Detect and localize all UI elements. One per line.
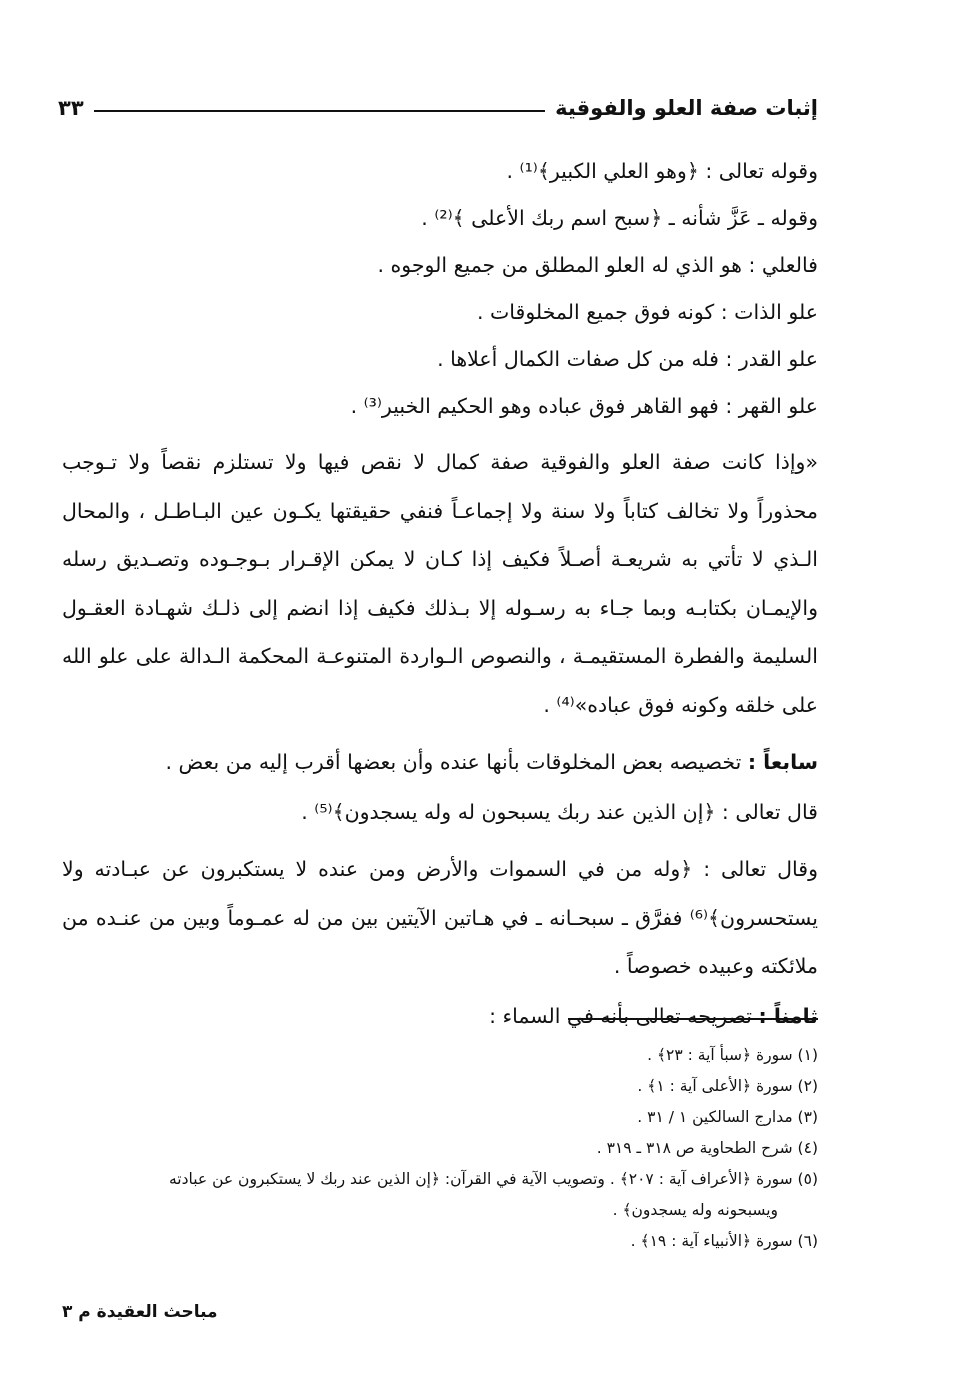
text-line: على خلقه وكونه فوق عباده»⁽⁴⁾ . <box>543 692 818 717</box>
header-rule <box>94 110 545 112</box>
point-text: تصريحه تعالى بأنه في السماء : <box>489 1003 759 1028</box>
page-number: ٣٣ <box>58 96 84 120</box>
footnote: (٢) سورة ﴿الأعلى آية : ١﴾ . <box>637 1077 818 1095</box>
text-line: محذوراً ولا تخالف كتاباً ولا سنة ولا إجماعـاً فنفي حقيقتها يكـون عين البـاطـل ، والمحال <box>62 498 818 523</box>
verse-paragraph <box>62 845 818 991</box>
text-line: والإيمـان بكتابـه وبما جـاء به رسـوله إلا بـذلك فكيف إذا انضم إلى ذلـك شهـادة العقـول <box>62 595 818 620</box>
footnote: (٤) شرح الطحاوية ص ٣١٨ ـ ٣١٩ . <box>596 1139 818 1157</box>
text-line: الـذي لا تأتي به شريعـة أصـلاً فكيف إذا كـان لا يمكن الإقـرار بـوجـوده وتصـديق رسله <box>62 547 818 571</box>
verse-line: قال تعالى : ﴿إن الذين عند ربك يسبحون له وله يسجدون﴾⁽⁵⁾ . <box>301 800 818 824</box>
point-lead: ثامناً : <box>758 1003 818 1028</box>
seventh-point <box>62 737 818 787</box>
text-line: وقوله ـ عَزَّ شأنه ـ ﴿سبح اسم ربك الأعلى ﴾⁽²⁾ . <box>421 206 818 230</box>
text-line: فالعلي : هو الذي له العلو المطلق من جميع الوجوه . <box>377 253 818 277</box>
text-line: ملائكته وعبيده خصوصاً . <box>613 954 818 978</box>
text-line: وقوله تعالى : ﴿وهو العلي الكبير﴾⁽¹⁾ . <box>506 159 818 183</box>
footnote: (٣) مدارج السالكين ١ / ٣١ . <box>637 1108 818 1126</box>
point-text: تخصيصه بعض المخلوقات بأنها عنده وأن بعضها أقرب إليه من بعض . <box>165 750 748 774</box>
footnote-rule <box>568 1018 818 1020</box>
text-line: علو القدر : فله من كل صفات الكمال أعلاها . <box>437 347 818 371</box>
text-line: علو الذات : كونه فوق جميع المخلوقات . <box>476 300 818 324</box>
quoted-paragraph <box>62 438 818 729</box>
text-line: السليمة والفطرة المستقيمـة ، والنصوص الـواردة المتنوعـة المحكمة الـدالة على علو الله <box>62 644 818 668</box>
footnote-continuation: ويسبحونه وله يسجدون﴾ . <box>612 1201 778 1219</box>
footnote: (١) سورة ﴿سبأ آية : ٢٣﴾ . <box>647 1046 818 1064</box>
signature-mark: مباحث العقيدة م ٣ <box>62 1302 218 1322</box>
chapter-title: إثبات صفة العلو والفوقية <box>555 96 818 120</box>
text-line: يستحسرون﴾⁽⁶⁾ ففرَّق ـ سبحـانه ـ في هـاتين الآيتين بين من له عمـوماً وبين من عنـده من <box>62 905 818 930</box>
footnote: (٦) سورة ﴿الأنبياء آية : ١٩﴾ . <box>630 1232 818 1250</box>
text-line: وقال تعالى : ﴿وله من في السموات والأرض ومن عنده لا يستكبرون عن عبـادته ولا <box>62 857 818 881</box>
text-line: علو القهر : فهو القاهر فوق عباده وهو الحكيم الخبير⁽³⁾ . <box>350 394 818 418</box>
eighth-point <box>62 991 818 1041</box>
footnote: (٥) سورة ﴿الأعراف آية : ٢٠٧﴾ . وتصويب الآية في القرآن: ﴿إن الذين عند ربك لا يستكبرون عن عبادته <box>168 1170 818 1188</box>
main-text <box>62 148 818 1041</box>
running-header <box>58 88 818 128</box>
point-lead: سابعاً : <box>747 750 818 774</box>
footnotes <box>62 1040 818 1257</box>
text-line: «وإذا كانت صفة العلو والفوقية صفة كمال لا نقص فيها ولا تستلزم نقصاً ولا تـوجب <box>62 450 818 474</box>
